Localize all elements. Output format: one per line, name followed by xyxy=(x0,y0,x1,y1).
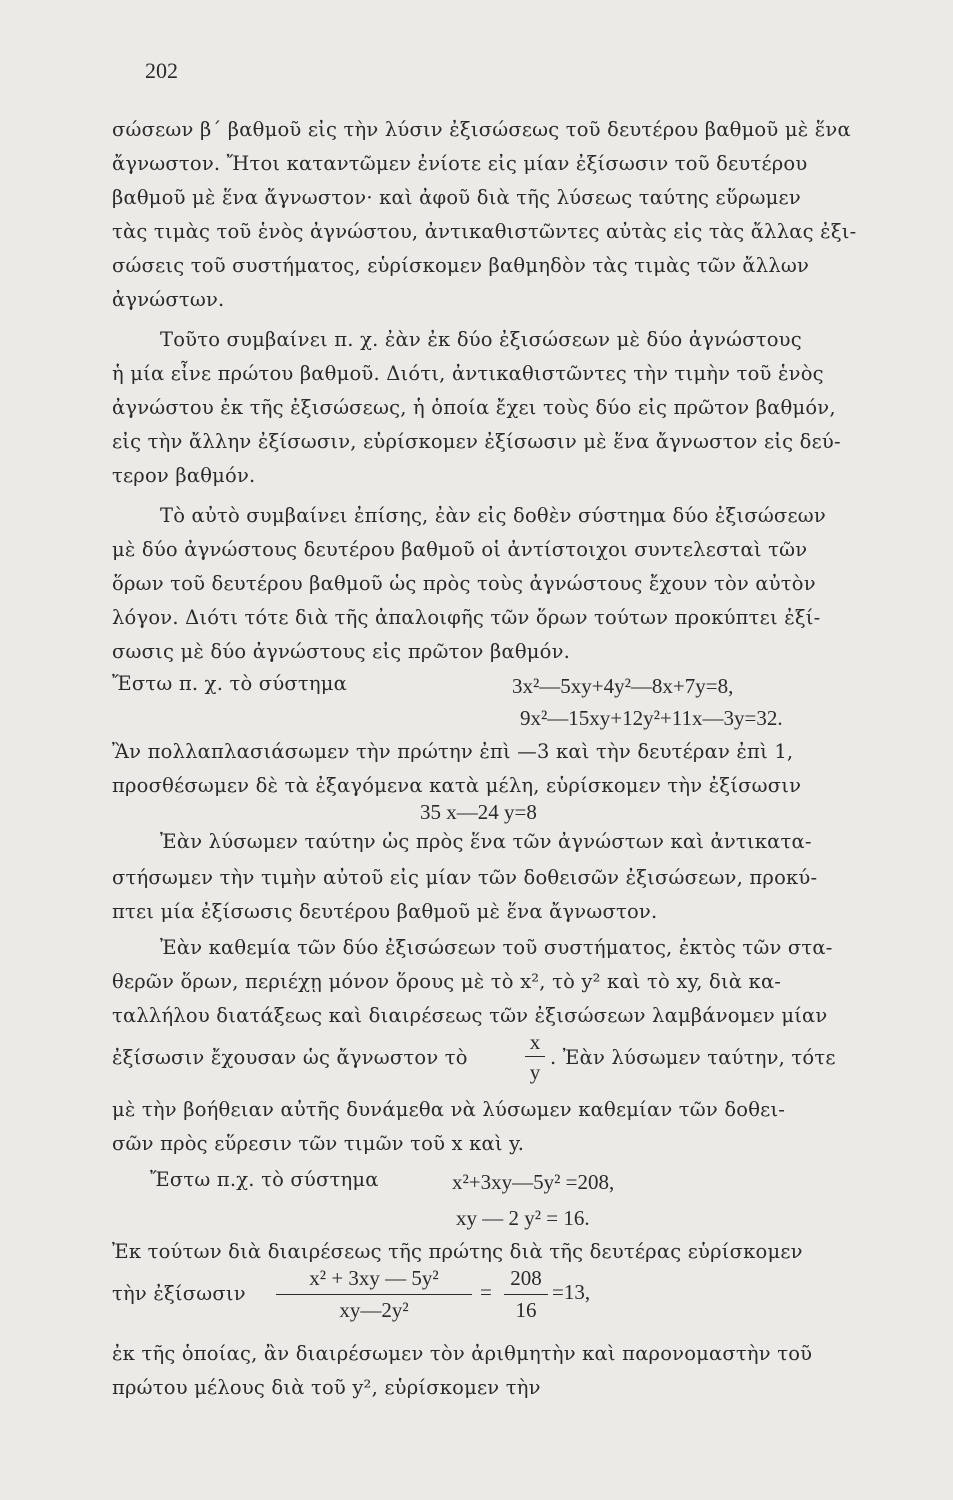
text-line: Τοῦτο συμβαίνει π. χ. ἐὰν ἐκ δύο ἐξισώσεων μὲ δύο ἀγνώστους xyxy=(160,328,802,351)
page-number: 202 xyxy=(145,58,178,83)
equation: 3x²—5xy+4y²—8x+7y=8, xyxy=(512,674,734,698)
text-line: προσθέσωμεν δὲ τὰ ἐξαγόμενα κατὰ μέλη, εὑρίσκομεν τὴν ἐξίσωσιν xyxy=(112,774,802,797)
example-label: Ἔστω π.χ. τὸ σύστημα xyxy=(150,1168,379,1191)
text-line: σώσεις τοῦ συστήματος, εὑρίσκομεν βαθμηδὸν τὰς τιμὰς τῶν ἄλλων xyxy=(112,254,810,277)
text-line: ἐκ τῆς ὁποίας, ἂν διαιρέσωμεν τὸν ἀριθμητὴν καὶ παρονομαστὴν τοῦ xyxy=(112,1342,813,1365)
text-line: τὴν ἐξίσωσιν xyxy=(112,1282,246,1305)
text-line: . Ἐὰν λύσωμεν ταύτην, τότε xyxy=(550,1046,836,1069)
text-line: μὲ δύο ἀγνώστους δευτέρου βαθμοῦ οἱ ἀντίστοιχοι συντελεσταὶ τῶν xyxy=(112,538,808,561)
fraction-numerator: x² + 3xy — 5y² xyxy=(309,1266,439,1290)
equation: 9x²—15xy+12y²+11x—3y=32. xyxy=(520,706,783,730)
fraction-numerator: 208 xyxy=(510,1266,542,1290)
fraction-bar xyxy=(504,1294,548,1295)
text-line: εἰς τὴν ἄλλην ἐξίσωσιν, εὑρίσκομεν ἐξίσωσιν μὲ ἕνα ἄγνωστον εἰς δεύ- xyxy=(112,430,841,453)
fraction-denominator: xy—2y² xyxy=(339,1298,409,1322)
text-line: Τὸ αὐτὸ συμβαίνει ἐπίσης, ἐὰν εἰς δοθὲν σύστημα δύο ἐξισώσεων xyxy=(160,504,826,527)
text-line: ἐξίσωσιν ἔχουσαν ὡς ἄγνωστον τὸ xyxy=(112,1046,468,1069)
text-line: ταλλήλου διατάξεως καὶ διαιρέσεως τῶν ἐξισώσεων λαμβάνομεν μίαν xyxy=(112,1004,828,1027)
equation: 35 x—24 y=8 xyxy=(420,800,537,824)
text-line: σώσεων β΄ βαθμοῦ εἰς τὴν λύσιν ἐξισώσεως τοῦ δευτέρου βαθμοῦ μὲ ἕνα xyxy=(112,118,851,141)
equals-sign: = xyxy=(480,1280,492,1304)
fraction-numerator: x xyxy=(529,1030,541,1054)
text-line: μὲ τὴν βοήθειαν αὐτῆς δυνάμεθα νὰ λύσωμεν καθεμίαν τῶν δοθει- xyxy=(112,1098,786,1121)
text-line: πτει μία ἐξίσωσις δευτέρου βαθμοῦ μὲ ἕνα ἄγνωστον. xyxy=(112,900,658,923)
text-line: Ἂν πολλαπλασιάσωμεν τὴν πρώτην ἐπὶ —3 καὶ τὴν δευτέραν ἐπὶ 1, xyxy=(112,740,794,763)
text-line: ὅρων τοῦ δευτέρου βαθμοῦ ὡς πρὸς τοὺς ἀγνώστους ἔχουν τὸν αὐτὸν xyxy=(112,572,816,595)
text-line: θερῶν ὅρων, περιέχῃ μόνον ὅρους μὲ τὸ x², τὸ y² καὶ τὸ xy, διὰ κα- xyxy=(112,970,782,993)
example-label: Ἔστω π. χ. τὸ σύστημα xyxy=(112,672,348,695)
text-line: λόγον. Διότι τότε διὰ τῆς ἀπαλοιφῆς τῶν ὅρων τούτων προκύπτει ἐξί- xyxy=(112,606,821,629)
fraction-denominator: y xyxy=(529,1060,541,1084)
text-line: Ἐὰν λύσωμεν ταύτην ὡς πρὸς ἕνα τῶν ἀγνώστων καὶ ἀντικατα- xyxy=(160,830,812,853)
fraction-bar xyxy=(525,1056,545,1057)
fraction-denominator: 16 xyxy=(515,1298,537,1322)
text-line: Ἐὰν καθεμία τῶν δύο ἐξισώσεων τοῦ συστήματος, ἐκτὸς τῶν στα- xyxy=(160,936,833,959)
text-line: σωσις μὲ δύο ἀγνώστους εἰς πρῶτον βαθμόν. xyxy=(112,640,571,663)
text-line: ἄγνωστον. Ἤτοι καταντῶμεν ἐνίοτε εἰς μίαν ἐξίσωσιν τοῦ δευτέρου xyxy=(112,152,808,175)
text-line: τὰς τιμὰς τοῦ ἑνὸς ἀγνώστου, ἀντικαθιστῶντες αὐτὰς εἰς τὰς ἄλλας ἐξι- xyxy=(112,220,857,243)
equation-result: =13, xyxy=(552,1280,591,1304)
text-line: ἀγνώστου ἐκ τῆς ἐξισώσεως, ἡ ὁποία ἔχει τοὺς δύο εἰς πρῶτον βαθμόν, xyxy=(112,396,836,419)
text-line: Ἐκ τούτων διὰ διαιρέσεως τῆς πρώτης διὰ τῆς δευτέρας εὑρίσκομεν xyxy=(112,1240,803,1263)
text-line: ἀγνώστων. xyxy=(112,288,225,311)
text-line: στήσωμεν τὴν τιμὴν αὐτοῦ εἰς μίαν τῶν δοθεισῶν ἐξισώσεων, προκύ- xyxy=(112,866,818,889)
text-line: πρώτου μέλους διὰ τοῦ y², εὑρίσκομεν τὴν xyxy=(112,1376,541,1399)
text-line: σῶν πρὸς εὕρεσιν τῶν τιμῶν τοῦ x καὶ y. xyxy=(112,1132,525,1155)
equation: xy — 2 y² = 16. xyxy=(456,1206,590,1230)
equation: x²+3xy—5y² =208, xyxy=(452,1170,615,1194)
text-line: τερον βαθμόν. xyxy=(112,464,256,487)
text-line: ἡ μία εἶνε πρώτου βαθμοῦ. Διότι, ἀντικαθιστῶντες τὴν τιμὴν τοῦ ἑνὸς xyxy=(112,362,824,385)
fraction-bar xyxy=(276,1294,472,1295)
text-line: βαθμοῦ μὲ ἕνα ἄγνωστον· καὶ ἀφοῦ διὰ τῆς λύσεως ταύτης εὕρωμεν xyxy=(112,186,801,209)
